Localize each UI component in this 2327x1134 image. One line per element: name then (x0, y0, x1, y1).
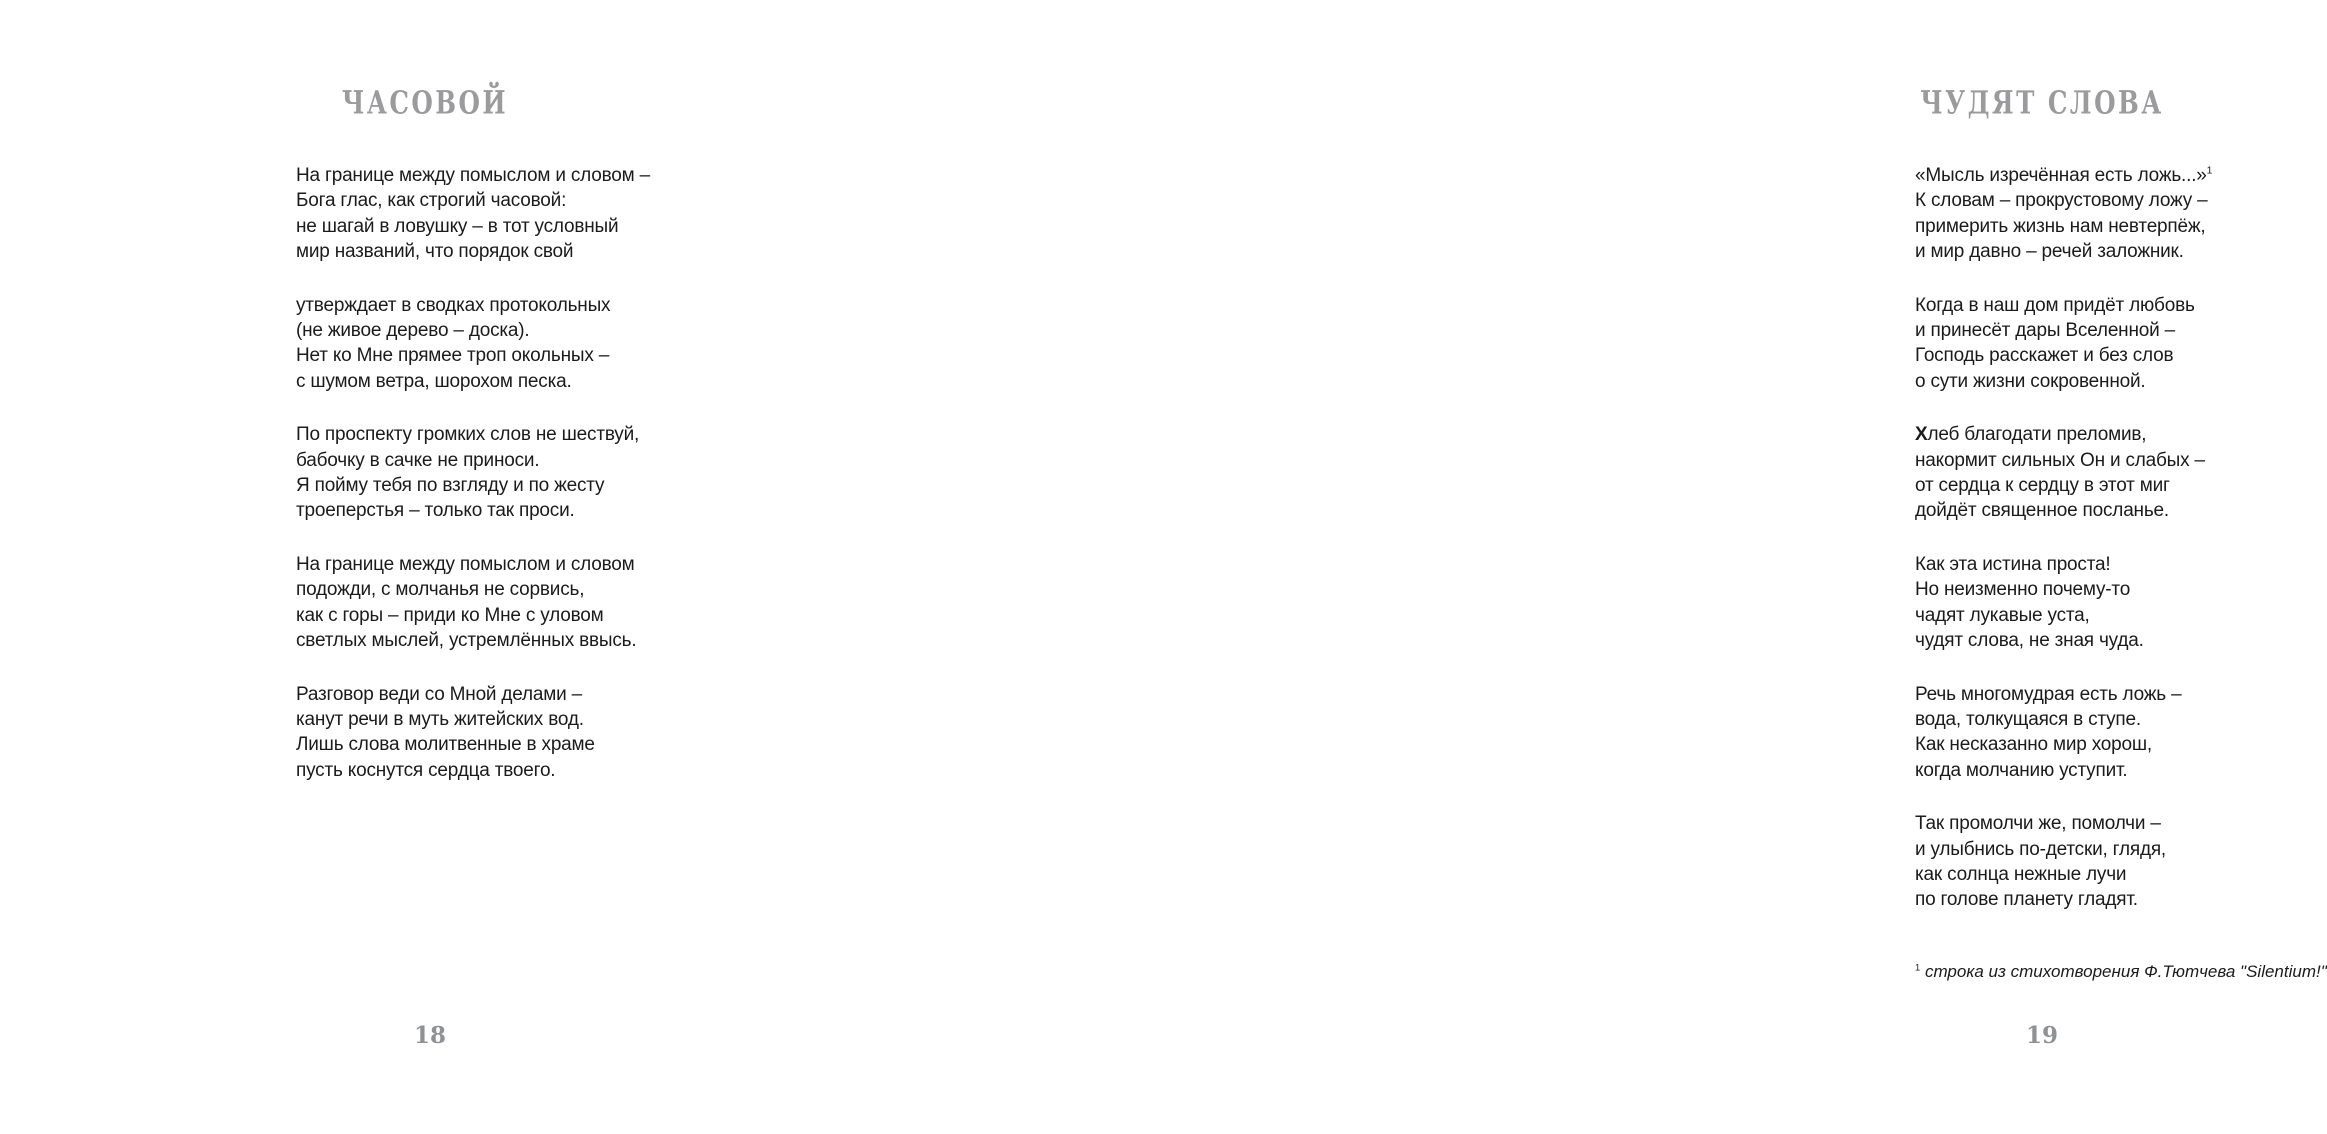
poem-line: примерить жизнь нам невтерпёж, (1915, 215, 2206, 237)
poem-stanza (1915, 293, 2212, 395)
poem-line: По проспекту громких слов не шествуй, (296, 424, 640, 446)
poem-line: дойдёт священное посланье. (1915, 500, 2169, 522)
poem-line: как солнца нежные лучи (1915, 863, 2127, 885)
poem-stanza (1915, 422, 2212, 524)
poem-line: вода, толкущаяся в ступе. (1915, 708, 2141, 730)
poem-body-right (1915, 163, 2212, 913)
poem-line: Но неизменно почему-то (1915, 579, 2131, 601)
poem-stanza (1915, 163, 2212, 265)
poem-line: и улыбнись по-детски, глядя, (1915, 838, 2167, 860)
poem-stanza (296, 682, 650, 784)
poem-line: когда молчанию уступит. (1915, 759, 2128, 781)
poem-line: троеперстья – только так проси. (296, 500, 575, 522)
poem-line: Хлеб благодати преломив, (1915, 424, 2147, 446)
poem-line: чудят слова, не зная чуда. (1915, 630, 2144, 652)
poem-line: о сути жизни сокровенной. (1915, 370, 2146, 392)
poem-line: канут речи в муть житейских вод. (296, 708, 584, 730)
poem-stanza (1915, 552, 2212, 654)
page-number-left: 18 (413, 1022, 447, 1049)
poem-line: Как эта истина проста! (1915, 553, 2111, 575)
poem-line: не шагай в ловушку – в тот условный (296, 215, 619, 237)
poem-line: как с горы – приди ко Мне с уловом (296, 604, 604, 626)
poem-line: Бога глас, как строгий часовой: (296, 190, 567, 212)
poem-line: Речь многомудрая есть ложь – (1915, 683, 2182, 705)
poem-line: накормит сильных Он и слабых – (1915, 449, 2205, 471)
poem-line: Господь расскажет и без слов (1915, 345, 2174, 367)
poem-line: мир названий, что порядок свой (296, 241, 574, 263)
poem-line: и принесёт дары Вселенной – (1915, 320, 2175, 342)
poem-line: На границе между помыслом и словом (296, 553, 635, 575)
poem-line: от сердца к сердцу в этот миг (1915, 475, 2170, 497)
poem-line: утверждает в сводках протокольных (296, 294, 611, 316)
footnote (1915, 962, 2327, 982)
poem-stanza (296, 552, 650, 654)
poem-stanza (296, 163, 650, 265)
poem-line: К словам – прокрустовому ложу – (1915, 190, 2208, 212)
poem-stanza (1915, 682, 2212, 784)
poem-line: Так промолчи же, помолчи – (1915, 813, 2161, 835)
poem-stanza (1915, 811, 2212, 913)
poem-line: подожди, с молчанья не сорвись, (296, 579, 585, 601)
poem-title-right: ЧУДЯТ СЛОВА (1920, 85, 2164, 122)
poem-line: Разговор веди со Мной делами – (296, 683, 583, 705)
poem-line: «Мысль изречённая есть ложь...»$^1$ (1915, 165, 2213, 186)
poem-line: бабочку в сачке не приноси. (296, 449, 540, 471)
poem-line: Как несказанно мир хорош, (1915, 734, 2153, 756)
footnote-marker: 1 (1915, 962, 1921, 973)
poem-line: На границе между помыслом и словом – (296, 165, 650, 186)
left-page (0, 0, 822, 1134)
poem-stanza (296, 293, 650, 395)
poem-line: светлых мыслей, устремлённых ввысь. (296, 630, 637, 652)
page-number-right: 19 (2025, 1022, 2059, 1049)
poem-body-left (296, 163, 650, 783)
poem-stanza (296, 422, 650, 524)
poem-line: (не живое дерево – доска). (296, 320, 530, 342)
poem-line: Нет ко Мне прямее троп окольных – (296, 345, 610, 367)
poem-line: Я пойму тебя по взгляду и по жесту (296, 475, 605, 497)
poem-line: с шумом ветра, шорохом песка. (296, 370, 572, 392)
poem-line: Когда в наш дом придёт любовь (1915, 294, 2195, 316)
poem-line: Лишь слова молитвенные в храме (296, 734, 595, 756)
poem-line: чадят лукавые уста, (1915, 604, 2090, 626)
right-page (822, 0, 2327, 1134)
poem-line: пусть коснутся сердца твоего. (296, 759, 556, 781)
footnote-text: строка из стихотворения Ф.Тютчева "Silentium!" (1924, 962, 2327, 981)
poem-line: по голове планету гладят. (1915, 889, 2138, 911)
poem-title-left: ЧАСОВОЙ (341, 85, 509, 122)
poem-line: и мир давно – речей заложник. (1915, 241, 2184, 263)
